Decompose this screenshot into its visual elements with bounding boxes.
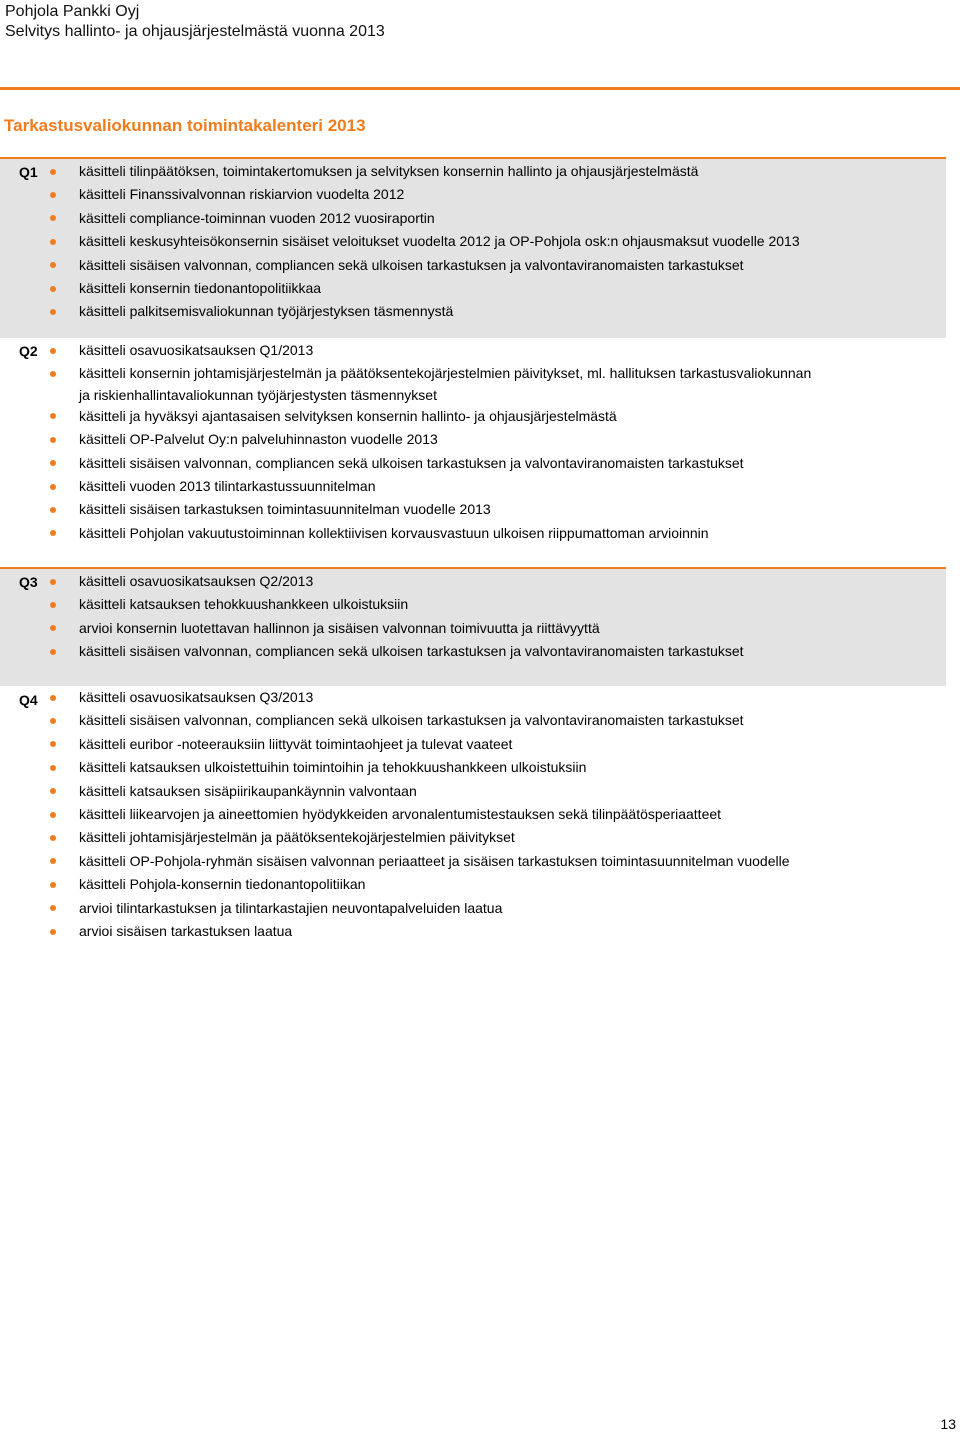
- list-item: käsitteli konsernin tiedonantopolitiikkaa: [0, 277, 946, 300]
- quarter-item-list: [0, 570, 946, 664]
- document-subtitle: Selvitys hallinto- ja ohjausjärjestelmästä vuonna 2013: [5, 23, 385, 40]
- bullet-icon: [50, 765, 56, 771]
- bullet-icon: [50, 858, 56, 864]
- company-name: Pohjola Pankki Oyj: [5, 3, 140, 20]
- list-item: käsitteli Pohjola-konsernin tiedonantopolitiikan: [0, 873, 946, 896]
- list-item: käsitteli Finanssivalvonnan riskiarvion vuodelta 2012: [0, 183, 946, 206]
- list-item: arvioi sisäisen tarkastuksen laatua: [0, 920, 946, 943]
- bullet-icon: [50, 929, 56, 935]
- quarter-item-list: [0, 160, 946, 324]
- quarter-label: Q2: [19, 343, 38, 359]
- list-item: käsitteli konsernin johtamisjärjestelmän ja päätöksentekojärjestelmien päivitykset, ml. hallituksen tarkastusvaliokunnan ja riskienhallintavaliokunnan työjärjestysten täsmennykset: [0, 362, 946, 404]
- list-item: käsitteli osavuosikatsauksen Q3/2013: [0, 686, 946, 709]
- list-item: käsitteli OP-Pohjola-ryhmän sisäisen valvonnan periaatteet ja sisäisen tarkastuksen toimintasuunnitelman vuodelle: [0, 850, 946, 873]
- list-item: käsitteli sisäisen valvonnan, compliancen sekä ulkoisen tarkastuksen ja valvontaviranomaisten tarkastukset: [0, 640, 946, 663]
- document-header: [5, 2, 385, 42]
- header-divider: [0, 87, 960, 90]
- list-item: käsitteli sisäisen tarkastuksen toimintasuunnitelman vuodelle 2013: [0, 498, 946, 521]
- bullet-icon: [50, 309, 56, 315]
- bullet-icon: [50, 484, 56, 490]
- bullet-icon: [50, 788, 56, 794]
- quarter-label: Q3: [19, 574, 38, 590]
- bullet-icon: [50, 882, 56, 888]
- bullet-icon: [50, 741, 56, 747]
- quarter-block-q4: [0, 685, 946, 947]
- bullet-icon: [50, 262, 56, 268]
- bullet-icon: [50, 507, 56, 513]
- list-item: käsitteli osavuosikatsauksen Q2/2013: [0, 570, 946, 593]
- bullet-icon: [50, 286, 56, 292]
- section-title: Tarkastusvaliokunnan toimintakalenteri 2013: [4, 116, 366, 135]
- list-item: käsitteli tilinpäätöksen, toimintakertomuksen ja selvityksen konsernin hallinto ja ohjausjärjestelmästä: [0, 160, 946, 183]
- list-item: käsitteli osavuosikatsauksen Q1/2013: [0, 339, 946, 362]
- bullet-icon: [50, 905, 56, 911]
- list-item: käsitteli vuoden 2013 tilintarkastussuunnitelman: [0, 475, 946, 498]
- list-item: käsitteli Pohjolan vakuutustoiminnan kollektiivisen korvausvastuun ulkoisen riippumattoman arvioinnin: [0, 522, 946, 545]
- list-item: käsitteli sisäisen valvonnan, compliancen sekä ulkoisen tarkastuksen ja valvontaviranomaisten tarkastukset: [0, 254, 946, 277]
- bullet-icon: [50, 530, 56, 536]
- bullet-icon: [50, 835, 56, 841]
- quarter-block-q2: [0, 336, 946, 568]
- bullet-icon: [50, 169, 56, 175]
- list-item: käsitteli keskusyhteisökonsernin sisäiset veloitukset vuodelta 2012 ja OP-Pohjola osk:n ohjausmaksut vuodelle 2013: [0, 230, 946, 253]
- quarter-label: Q4: [19, 692, 38, 708]
- list-item: käsitteli katsauksen ulkoistettuihin toimintoihin ja tehokkuushankkeen ulkoistuksiin: [0, 756, 946, 779]
- list-item: käsitteli sisäisen valvonnan, compliancen sekä ulkoisen tarkastuksen ja valvontaviranomaisten tarkastukset: [0, 452, 946, 475]
- page-number: 13: [940, 1416, 956, 1432]
- quarter-divider: [0, 567, 946, 569]
- quarter-block-q1: [0, 157, 946, 338]
- list-item: käsitteli compliance-toiminnan vuoden 2012 vuosiraportin: [0, 207, 946, 230]
- bullet-icon: [50, 812, 56, 818]
- quarter-block-q3: [0, 567, 946, 686]
- bullet-icon: [50, 602, 56, 608]
- list-item: käsitteli johtamisjärjestelmän ja päätöksentekojärjestelmien päivitykset: [0, 826, 946, 849]
- bullet-icon: [50, 460, 56, 466]
- quarter-divider: [0, 157, 946, 159]
- bullet-icon: [50, 718, 56, 724]
- quarter-item-list: [0, 686, 946, 943]
- bullet-icon: [50, 437, 56, 443]
- list-item: arvioi konsernin luotettavan hallinnon ja sisäisen valvonnan toimivuutta ja riittävyyttä: [0, 617, 946, 640]
- list-item: arvioi tilintarkastuksen ja tilintarkastajien neuvontapalveluiden laatua: [0, 897, 946, 920]
- list-item: käsitteli liikearvojen ja aineettomien hyödykkeiden arvonalentumistestauksen sekä tilinpäätösperiaatteet: [0, 803, 946, 826]
- bullet-icon: [50, 239, 56, 245]
- list-item: käsitteli sisäisen valvonnan, compliancen sekä ulkoisen tarkastuksen ja valvontaviranomaisten tarkastukset: [0, 709, 946, 732]
- bullet-icon: [50, 579, 56, 585]
- bullet-icon: [50, 649, 56, 655]
- list-item: käsitteli katsauksen tehokkuushankkeen ulkoistuksiin: [0, 593, 946, 616]
- bullet-icon: [50, 371, 56, 377]
- list-item: käsitteli OP-Palvelut Oy:n palveluhinnaston vuodelle 2013: [0, 428, 946, 451]
- bullet-icon: [50, 192, 56, 198]
- bullet-icon: [50, 695, 56, 701]
- list-item: käsitteli palkitsemisvaliokunnan työjärjestyksen täsmennystä: [0, 300, 946, 323]
- quarter-item-list: [0, 339, 946, 545]
- bullet-icon: [50, 625, 56, 631]
- list-item: käsitteli katsauksen sisäpiirikaupankäynnin valvontaan: [0, 780, 946, 803]
- bullet-icon: [50, 348, 56, 354]
- quarter-label: Q1: [19, 164, 38, 180]
- list-item: käsitteli ja hyväksyi ajantasaisen selvityksen konsernin hallinto- ja ohjausjärjestelmästä: [0, 405, 946, 428]
- bullet-icon: [50, 215, 56, 221]
- bullet-icon: [50, 413, 56, 419]
- list-item: käsitteli euribor -noteerauksiin liittyvät toimintaohjeet ja tulevat vaateet: [0, 733, 946, 756]
